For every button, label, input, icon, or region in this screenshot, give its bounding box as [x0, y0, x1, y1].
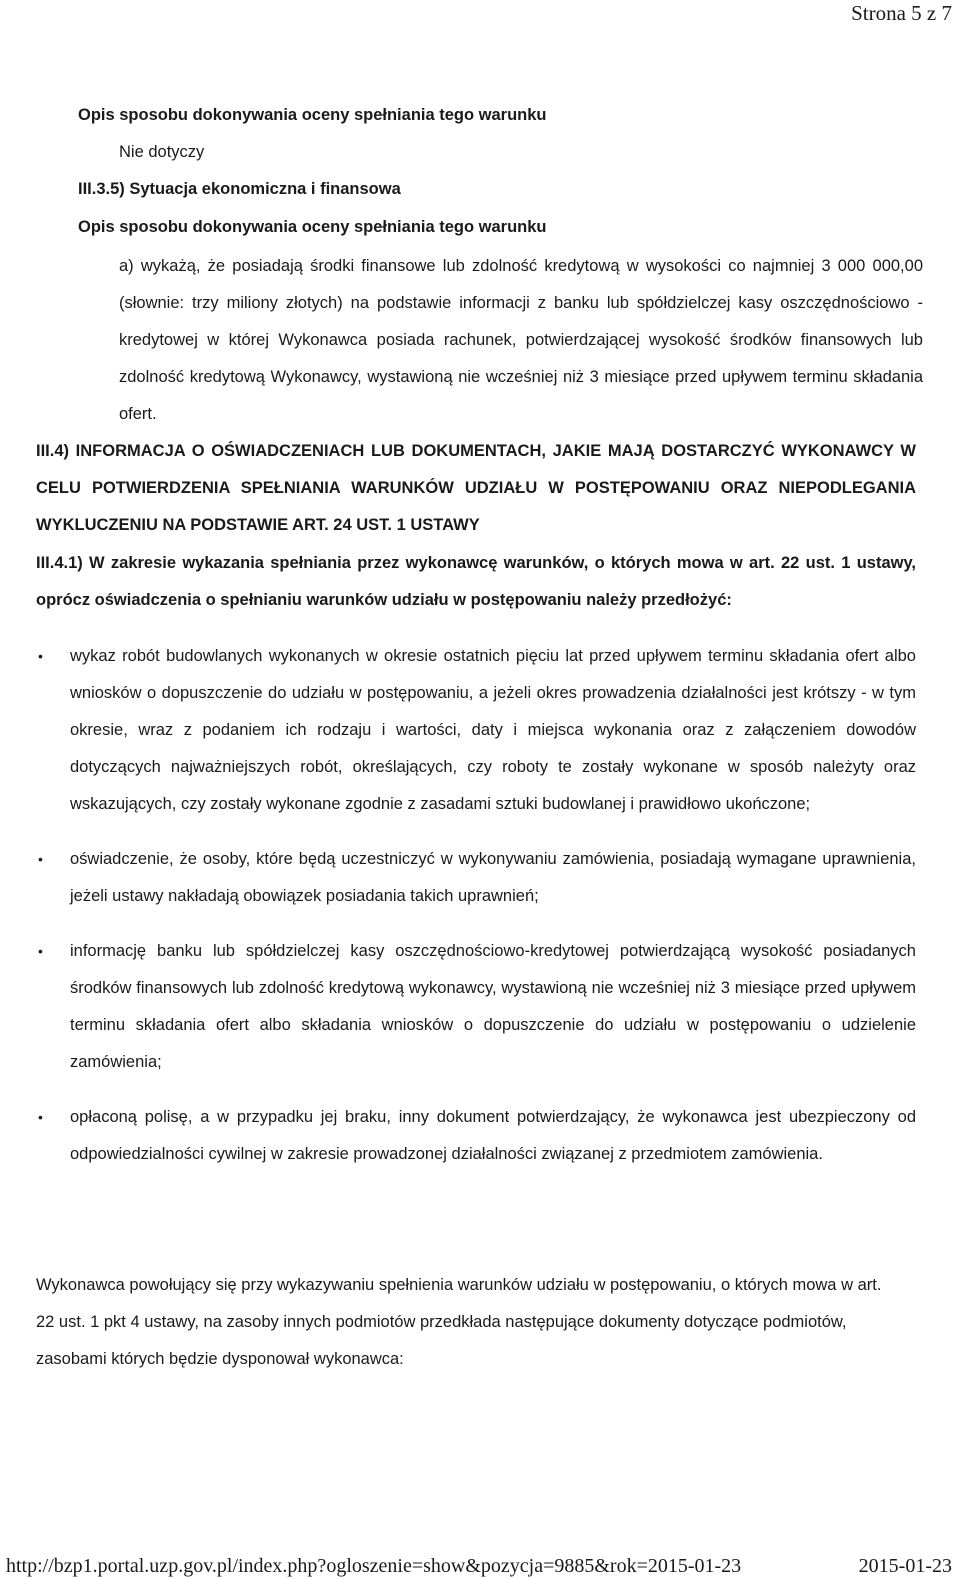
footer-date: 2015-01-23 [858, 1555, 952, 1577]
list-item [36, 933, 916, 1081]
list-item-text: oświadczenie, że osoby, które będą uczestniczyć w wykonywaniu zamówienia, posiadają wymagane uprawnienia, jeżeli ustawy nakładają obowiązek posiadania takich uprawnień; [70, 850, 916, 905]
section-heading-iii-4-1: III.4.1) W zakresie wykazania spełniania przez wykonawcę warunków, o których mowa w art. 22 ust. 1 ustawy, oprócz oświadczenia o spełnianiu warunków udziału w postępowaniu należy przedłożyć: [36, 554, 916, 609]
section-heading-iii-3-5: III.3.5) Sytuacja ekonomiczna i finansowa [78, 180, 401, 198]
closing-paragraph: Wykonawca powołujący się przy wykazywaniu spełnienia warunków udziału w postępowaniu, o których mowa w art. 22 ust. 1 pkt 4 ustawy, na zasoby innych podmiotów przedkłada następujące dokumenty dotyczące podmiotów, zasobami których będzie dysponował wykonawca: [36, 1276, 882, 1368]
list-item [36, 638, 916, 823]
list-item-text: wykaz robót budowlanych wykonanych w okresie ostatnich pięciu lat przed upływem terminu składania ofert albo wniosków o dopuszczenie do udziału w postępowaniu, a jeżeli okres prowadzenia działalności jest krótszy - w tym okresie, wraz z podaniem ich rodzaju i wartości, daty i miejsca wykonania oraz z załączeniem dowodów dotyczących najważniejszych robót, określających, czy roboty te zostały wykonane w sposób należyty oraz wskazujących, czy zostały wykonane zgodnie z zasadami sztuki budowlanej i prawidłowo ukończone; [70, 647, 916, 813]
condition-assessment-heading-2: Opis sposobu dokonywania oceny spełniania tego warunku [78, 218, 547, 236]
bullet-icon: • [38, 1109, 43, 1125]
list-item-text: opłaconą polisę, a w przypadku jej braku, inny dokument potwierdzający, że wykonawca jest ubezpieczony od odpowiedzialności cywilnej w zakresie prowadzonej działalności związanej z przedmiotem zamówienia. [70, 1108, 916, 1163]
bullet-icon: • [38, 851, 43, 867]
not-applicable-text: Nie dotyczy [119, 143, 205, 161]
list-item [36, 841, 916, 915]
page-footer [0, 1553, 960, 1579]
page-number: Strona 5 z 7 [851, 1, 952, 25]
required-documents-list [36, 638, 916, 1173]
bullet-icon: • [38, 943, 43, 959]
bullet-icon: • [38, 648, 43, 664]
section-heading-iii-4: III.4) INFORMACJA O OŚWIADCZENIACH LUB DOKUMENTACH, JAKIE MAJĄ DOSTARCZYĆ WYKONAWCY W CELU POTWIERDZENIA SPEŁNIANIA WARUNKÓW UDZIAŁU W POSTĘPOWANIU ORAZ NIEPODLEGANIA WYKLUCZENIU NA PODSTAWIE ART. 24 UST. 1 USTAWY [36, 442, 916, 534]
list-item [36, 1099, 916, 1173]
financial-condition-paragraph: a) wykażą, że posiadają środki finansowe lub zdolność kredytową w wysokości co najmniej 3 000 000,00 (słownie: trzy miliony złotych) na podstawie informacji z banku lub spółdzielczej kasy oszczędnościowo - kredytowej w której Wykonawca posiada rachunek, potwierdzającej wysokość środków finansowych lub zdolność kredytową Wykonawcy, wystawioną nie wcześniej niż 3 miesiące przed upływem terminu składania ofert. [119, 257, 923, 423]
list-item-text: informację banku lub spółdzielczej kasy oszczędnościowo-kredytowej potwierdzającą wysokość posiadanych środków finansowych lub zdolność kredytową wykonawcy, wystawioną nie wcześniej niż 3 miesiące przed upływem terminu składania ofert albo składania wniosków o dopuszczenie do udziału w postępowaniu o udzielenie zamówienia; [70, 942, 916, 1071]
footer-url[interactable]: http://bzp1.portal.uzp.gov.pl/index.php?ogloszenie=show&pozycja=9885&rok=2015-01-23 [6, 1555, 742, 1577]
condition-assessment-heading: Opis sposobu dokonywania oceny spełniania tego warunku [78, 106, 547, 124]
